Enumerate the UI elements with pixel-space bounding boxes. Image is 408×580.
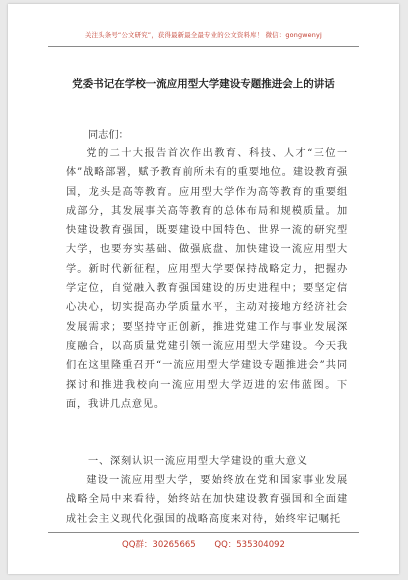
document-title: 党委书记在学校一流应用型大学建设专题推进会上的讲话 — [72, 78, 335, 90]
paragraph-1: 党的二十大报告首次作出教育、科技、人才“三位一体”战略部署，赋予教育前所未有的重要地位。建设教育强国，龙头是高等教育。应用型大学作为高等教育的重要组成部分，其发展事关高等教育的总体布局和规模质量。加快建设教育强国，既要建设中国特色、世界一流的研究型大学，也要夯实基础、做强底盘、加快建设一流应用型大学。新时代新征程，应用型大学要保持战略定力，把握办学定位，自觉融入教育强国建设的历史进程中；要坚定信心决心，切实提高办学质量水平，主动对接地方经济社会发展需求；要坚持守正创新，推进党建工作与事业发展深度融合，以高质量党建引领一流应用型大学建设。今天我们在这里隆重召开“一流应用型大学建设专题推进会”共同探讨和推进我校向一流应用型大学迈进的宏伟蓝图。下面，我讲几点意见。 — [66, 148, 348, 410]
section-heading-1: 一、深刻认识一流应用型大学建设的重大意义 — [88, 456, 308, 467]
salutation: 同志们： — [88, 130, 129, 141]
header-note: 关注头条号“公文研究”，获得最新最全最专业的公文资料库！ 微信：gongwenyj — [84, 31, 323, 39]
footer-divider — [48, 532, 359, 533]
footer-qq-group: QQ群：30265665 — [122, 540, 196, 550]
header-divider — [48, 46, 359, 47]
document-page — [8, 4, 399, 574]
footer-qq: QQ：535304092 — [214, 540, 285, 550]
paragraph-2: 建设一流应用型大学，要始终放在党和国家事业发展战略全局中来看待，始终站在加快建设教育强国和全面建成社会主义现代化强国的战略高度来对待，始终牢记嘱托 — [66, 475, 348, 525]
footer — [8, 538, 399, 550]
